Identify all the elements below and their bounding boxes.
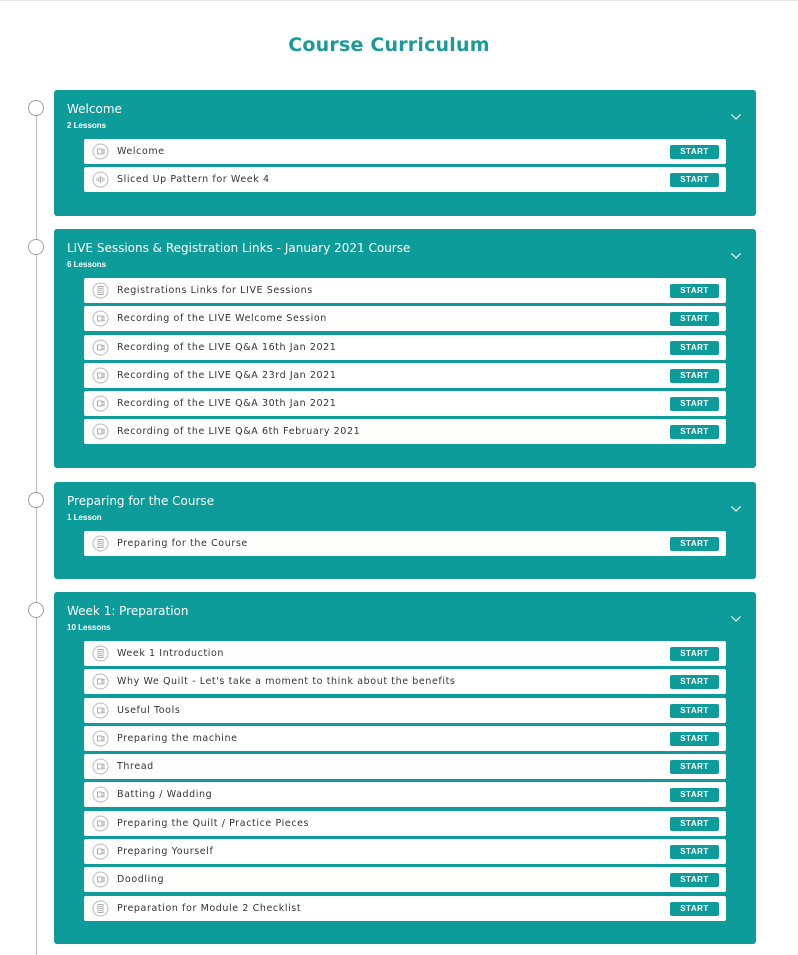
timeline-dot (28, 492, 44, 508)
timeline-dot (28, 602, 44, 618)
lesson-title[interactable]: Useful Tools (117, 704, 181, 716)
lesson-item[interactable] (84, 726, 726, 751)
document-icon (92, 900, 109, 917)
lesson-item[interactable] (84, 698, 726, 723)
start-button[interactable]: START (670, 647, 719, 661)
start-button[interactable]: START (670, 675, 719, 689)
video-icon (92, 367, 109, 384)
lesson-title[interactable]: Preparing the Quilt / Practice Pieces (117, 817, 310, 829)
lesson-title[interactable]: Doodling (117, 874, 165, 886)
start-button[interactable]: START (670, 425, 719, 439)
section-lesson-count: 6 Lessons (67, 260, 107, 269)
video-icon (92, 786, 109, 803)
video-icon (92, 673, 109, 690)
start-button[interactable]: START (670, 817, 719, 831)
lesson-item[interactable] (84, 306, 726, 331)
lesson-title[interactable]: Batting / Wadding (117, 789, 213, 801)
lesson-item[interactable] (84, 139, 726, 164)
document-icon (92, 282, 109, 299)
lesson-title[interactable]: Preparation for Module 2 Checklist (117, 902, 302, 914)
chevron-down-icon[interactable] (730, 500, 742, 508)
timeline-line (36, 109, 37, 955)
lesson-title[interactable]: Week 1 Introduction (117, 648, 225, 659)
chevron-down-icon[interactable] (730, 247, 742, 255)
lesson-item[interactable] (84, 531, 726, 556)
lesson-item[interactable] (84, 419, 726, 444)
lesson-list (84, 641, 726, 924)
lesson-title[interactable]: Preparing for the Course (117, 538, 248, 549)
lesson-title[interactable]: Thread (117, 761, 154, 773)
video-icon (92, 702, 109, 719)
start-button[interactable]: START (670, 145, 719, 159)
video-icon (92, 395, 109, 412)
lesson-item[interactable] (84, 896, 726, 921)
lesson-item[interactable] (84, 839, 726, 864)
section-title[interactable]: LIVE Sessions & Registration Links - January 2021 Course (67, 241, 411, 255)
section-lesson-count: 2 Lessons (67, 121, 107, 130)
section-lesson-count: 1 Lesson (67, 513, 102, 522)
start-button[interactable]: START (670, 369, 719, 383)
section-title[interactable]: Welcome (67, 102, 122, 116)
chevron-down-icon[interactable] (730, 610, 742, 618)
curriculum-section[interactable] (54, 90, 756, 216)
start-button[interactable]: START (670, 788, 719, 802)
video-icon (92, 815, 109, 832)
video-icon (92, 871, 109, 888)
lesson-item[interactable] (84, 391, 726, 416)
video-icon (92, 423, 109, 440)
audio-icon (92, 171, 109, 188)
lesson-title[interactable]: Recording of the LIVE Q&A 23rd Jan 2021 (117, 369, 337, 381)
lesson-item[interactable] (84, 641, 726, 666)
lesson-item[interactable] (84, 278, 726, 303)
lesson-title[interactable]: Registrations Links for LIVE Sessions (117, 285, 313, 296)
lesson-title[interactable]: Preparing the machine (117, 732, 238, 744)
lesson-item[interactable] (84, 811, 726, 836)
start-button[interactable]: START (670, 873, 719, 887)
lesson-item[interactable] (84, 669, 726, 694)
lesson-title[interactable]: Why We Quilt - Let's take a moment to think about the benefits (117, 676, 456, 688)
lesson-title[interactable]: Preparing Yourself (117, 846, 214, 858)
curriculum-section[interactable] (54, 592, 756, 944)
start-button[interactable]: START (670, 173, 719, 187)
lesson-list (84, 278, 726, 448)
curriculum-section[interactable] (54, 482, 756, 579)
lesson-item[interactable] (84, 782, 726, 807)
curriculum-section[interactable] (54, 229, 756, 468)
start-button[interactable]: START (670, 704, 719, 718)
section-title[interactable]: Week 1: Preparation (67, 604, 189, 618)
video-icon (92, 310, 109, 327)
lesson-title[interactable]: Welcome (117, 146, 165, 157)
video-icon (92, 730, 109, 747)
video-icon (92, 339, 109, 356)
start-button[interactable]: START (670, 341, 719, 355)
lesson-item[interactable] (84, 363, 726, 388)
lesson-title[interactable]: Recording of the LIVE Q&A 30th Jan 2021 (117, 398, 337, 410)
start-button[interactable]: START (670, 732, 719, 746)
start-button[interactable]: START (670, 284, 719, 298)
start-button[interactable]: START (670, 760, 719, 774)
lesson-title[interactable]: Recording of the LIVE Q&A 16th Jan 2021 (117, 341, 337, 353)
video-icon (92, 143, 109, 160)
lesson-title[interactable]: Sliced Up Pattern for Week 4 (117, 174, 270, 186)
document-icon (92, 535, 109, 552)
start-button[interactable]: START (670, 902, 719, 916)
section-title[interactable]: Preparing for the Course (67, 494, 215, 508)
lesson-title[interactable]: Recording of the LIVE Q&A 6th February 2021 (117, 426, 361, 438)
start-button[interactable]: START (670, 845, 719, 859)
section-lesson-count: 10 Lessons (67, 623, 111, 632)
lesson-item[interactable] (84, 867, 726, 892)
timeline-dot (28, 239, 44, 255)
lesson-item[interactable] (84, 167, 726, 192)
video-icon (92, 843, 109, 860)
chevron-down-icon[interactable] (730, 108, 742, 116)
start-button[interactable]: START (670, 537, 719, 551)
document-icon (92, 645, 109, 662)
lesson-item[interactable] (84, 335, 726, 360)
video-icon (92, 758, 109, 775)
lesson-list (84, 531, 726, 559)
lesson-item[interactable] (84, 754, 726, 779)
page-title: Course Curriculum (288, 34, 490, 56)
lesson-title[interactable]: Recording of the LIVE Welcome Session (117, 313, 327, 325)
timeline-dot (28, 100, 44, 116)
start-button[interactable]: START (670, 397, 719, 411)
lesson-list (84, 139, 726, 196)
start-button[interactable]: START (670, 312, 719, 326)
